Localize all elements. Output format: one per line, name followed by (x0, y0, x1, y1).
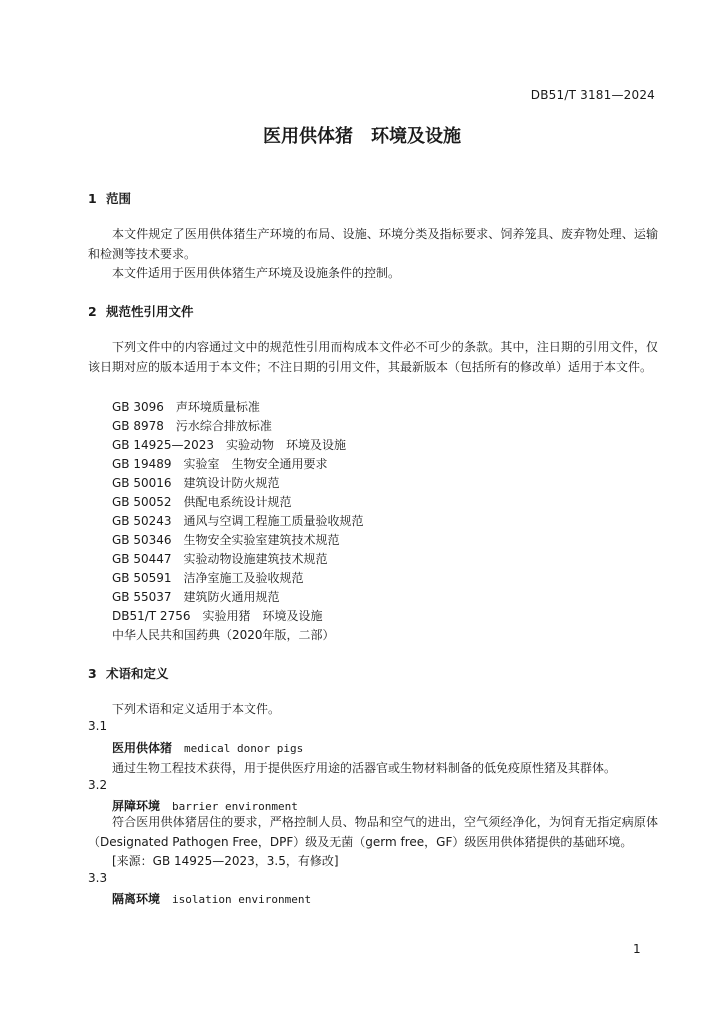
section-3-intro: 下列术语和定义适用于本文件。 (112, 702, 281, 716)
clause-number: 3.3 (88, 871, 108, 885)
term-english: medical donor pigs (184, 742, 304, 755)
reference-item: GB 55037 建筑防火通用规范 (112, 590, 280, 604)
section-1-paragraph-1: 本文件规定了医用供体猪生产环境的布局、设施、环境分类及指标要求、饲养笼具、废弃物处理、运输和检测等技术要求。 (88, 227, 658, 261)
term-definition: 通过生物工程技术获得，用于提供医疗用途的活器官或生物材料制备的低免疫原性猪及其群体。 (112, 761, 617, 775)
term-english: isolation environment (172, 893, 312, 906)
standard-code: DB51/T 3181—2024 (530, 88, 655, 102)
reference-item: GB 50346 生物安全实验室建筑技术规范 (112, 533, 340, 547)
reference-item: GB 50052 供配电系统设计规范 (112, 495, 292, 509)
title-part-1: 医用供体猪 (263, 126, 353, 147)
section-1-paragraph-2: 本文件适用于医用供体猪生产环境及设施条件的控制。 (112, 266, 401, 280)
reference-item: 中华人民共和国药典（2020年版，二部） (112, 628, 335, 642)
section-2-number: 2 (88, 304, 97, 319)
term-chinese: 医用供体猪 (112, 741, 173, 755)
term-chinese: 屏障环境 (112, 799, 161, 813)
page-number: 1 (633, 942, 641, 956)
reference-item: DB51/T 2756 实验用猪 环境及设施 (112, 609, 323, 623)
term-english: barrier environment (172, 800, 298, 813)
clause-number: 3.1 (88, 719, 108, 733)
term-definition: 符合医用供体猪居住的要求，严格控制人员、物品和空气的进出，空气须经净化，为饲育无指定病原体（Designated Pathogen Free，DPF）级及无菌（germ free，GF）级医用供体猪提供的基础环境。 (88, 815, 658, 849)
reference-item: GB 8978 污水综合排放标准 (112, 419, 272, 433)
term-source: [来源：GB 14925—2023，3.5，有修改] (112, 854, 339, 868)
term-entry (112, 797, 298, 814)
reference-item: GB 14925—2023 实验动物 环境及设施 (112, 438, 347, 452)
section-2-title: 规范性引用文件 (106, 304, 194, 319)
section-1-title: 范围 (106, 191, 132, 206)
section-1-number: 1 (88, 191, 97, 206)
reference-item: GB 19489 实验室 生物安全通用要求 (112, 457, 328, 471)
section-3-number: 3 (88, 666, 97, 681)
document-title (0, 122, 724, 148)
section-3-heading (88, 664, 169, 682)
term-entry (112, 739, 303, 756)
clause-number: 3.2 (88, 778, 108, 792)
section-1-heading (88, 189, 131, 207)
reference-item: GB 50447 实验动物设施建筑技术规范 (112, 552, 328, 566)
section-2-intro: 下列文件中的内容通过文中的规范性引用而构成本文件必不可少的条款。其中，注日期的引用文件，仅该日期对应的版本适用于本文件；不注日期的引用文件，其最新版本（包括所有的修改单）适用于本文件。 (88, 340, 658, 374)
reference-item: GB 50016 建筑设计防火规范 (112, 476, 280, 490)
title-part-2: 环境及设施 (371, 126, 461, 147)
section-2-heading (88, 302, 194, 320)
section-3-title: 术语和定义 (106, 666, 169, 681)
reference-item: GB 50591 洁净室施工及验收规范 (112, 571, 304, 585)
reference-item: GB 3096 声环境质量标准 (112, 400, 260, 414)
reference-item: GB 50243 通风与空调工程施工质量验收规范 (112, 514, 364, 528)
term-entry (112, 890, 311, 907)
term-chinese: 隔离环境 (112, 892, 161, 906)
